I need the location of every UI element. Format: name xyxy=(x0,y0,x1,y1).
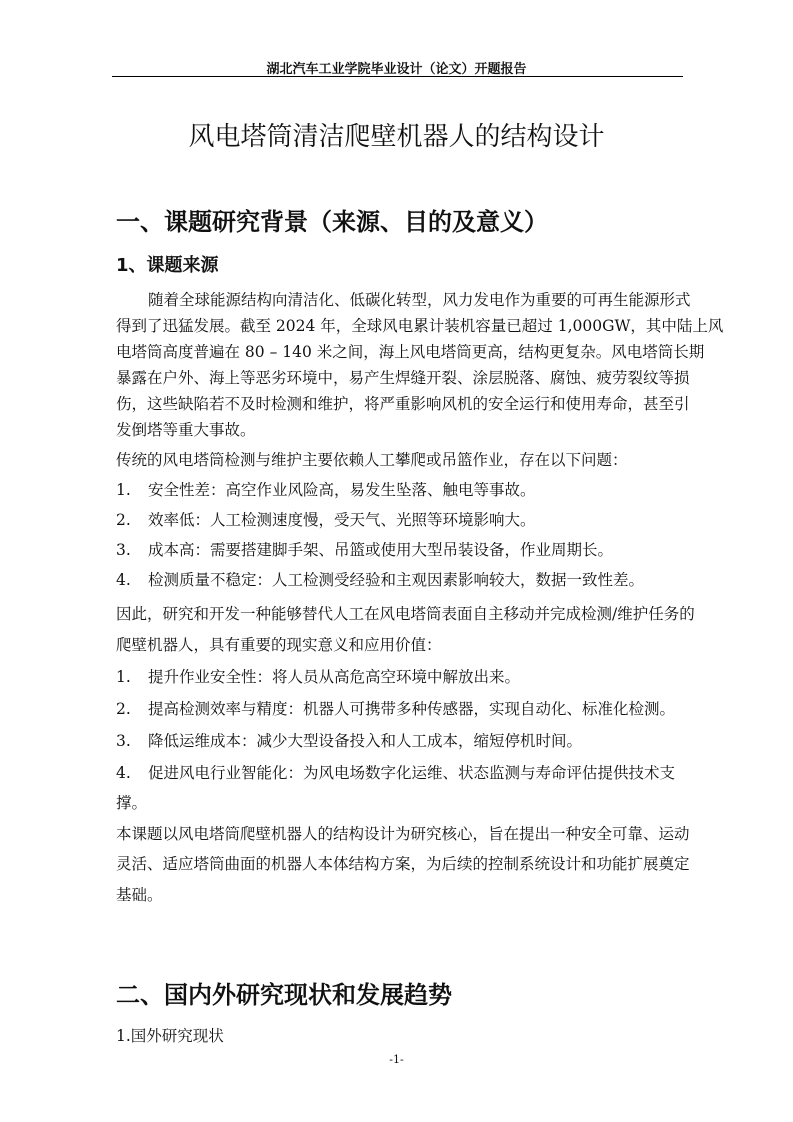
list-number: 1. xyxy=(116,481,131,499)
list-number: 3. xyxy=(116,541,131,559)
page-number: -1- xyxy=(389,1053,404,1066)
list-item: 降低运维成本：减少大型设备投入和人工成本，缩短停机时间。 xyxy=(148,732,583,750)
paragraph-line: 因此，研究和开发一种能够替代人工在风电塔筒表面自主移动并完成检测/维护任务的 xyxy=(116,605,695,623)
page-header: 湖北汽车工业学院毕业设计（论文）开题报告 xyxy=(266,62,527,77)
paragraph-line: 随着全球能源结构向清洁化、低碳化转型，风力发电作为重要的可再生能源形式 xyxy=(148,291,691,309)
list-number: 4. xyxy=(116,571,131,589)
document-title: 风电塔筒清洁爬壁机器人的结构设计 xyxy=(188,122,605,152)
subsection-heading-foreign: 1.国外研究现状 xyxy=(116,1027,224,1045)
header-rule xyxy=(112,76,683,77)
subsection-heading-source: 1、课题来源 xyxy=(116,255,219,276)
paragraph-line: 暴露在户外、海上等恶劣环境中，易产生焊缝开裂、涂层脱落、腐蚀、疲劳裂纹等损 xyxy=(116,369,690,387)
list-number: 1. xyxy=(116,668,131,686)
paragraph-line: 电塔筒高度普遍在 80 – 140 米之间，海上风电塔筒更高，结构更复杂。风电塔筒长期 xyxy=(116,343,705,361)
list-number: 2. xyxy=(116,511,131,529)
section-heading-1: 一、课题研究背景（来源、目的及意义） xyxy=(116,208,548,236)
list-number: 4. xyxy=(116,764,131,782)
paragraph-line: 本课题以风电塔筒爬壁机器人的结构设计为研究核心，旨在提出一种安全可靠、运动 xyxy=(116,825,690,843)
paragraph-line: 发倒塔等重大事故。 xyxy=(116,421,256,439)
list-item: 提高检测效率与精度：机器人可携带多种传感器，实现自动化、标准化检测。 xyxy=(148,700,676,718)
list-number: 3. xyxy=(116,732,131,750)
paragraph-line: 得到了迅猛发展。截至 2024 年，全球风电累计装机容量已超过 1,000GW，其中陆上风 xyxy=(116,317,724,335)
list-item-continuation: 撑。 xyxy=(116,794,148,812)
list-number: 2. xyxy=(116,700,131,718)
paragraph-line: 伤，这些缺陷若不及时检测和维护，将严重影响风机的安全运行和使用寿命，甚至引 xyxy=(116,395,690,413)
paragraph-line: 基础。 xyxy=(116,886,163,904)
list-item: 提升作业安全性：将人员从高危高空环境中解放出来。 xyxy=(148,668,521,686)
paragraph-line: 传统的风电塔筒检测与维护主要依赖人工攀爬或吊篮作业，存在以下问题： xyxy=(116,451,628,469)
section-heading-2: 二、国内外研究现状和发展趋势 xyxy=(116,981,452,1009)
list-item: 效率低：人工检测速度慢，受天气、光照等环境影响大。 xyxy=(148,511,536,529)
list-item: 成本高：需要搭建脚手架、吊篮或使用大型吊装设备，作业周期长。 xyxy=(148,541,614,559)
paragraph-line: 爬壁机器人，具有重要的现实意义和应用价值： xyxy=(116,636,442,654)
paragraph-line: 灵活、适应塔筒曲面的机器人本体结构方案，为后续的控制系统设计和功能扩展奠定 xyxy=(116,855,690,873)
list-item: 检测质量不稳定：人工检测受经验和主观因素影响较大，数据一致性差。 xyxy=(148,571,645,589)
list-item: 安全性差：高空作业风险高，易发生坠落、触电等事故。 xyxy=(148,481,536,499)
list-item: 促进风电行业智能化：为风电场数字化运维、状态监测与寿命评估提供技术支 xyxy=(148,764,676,782)
